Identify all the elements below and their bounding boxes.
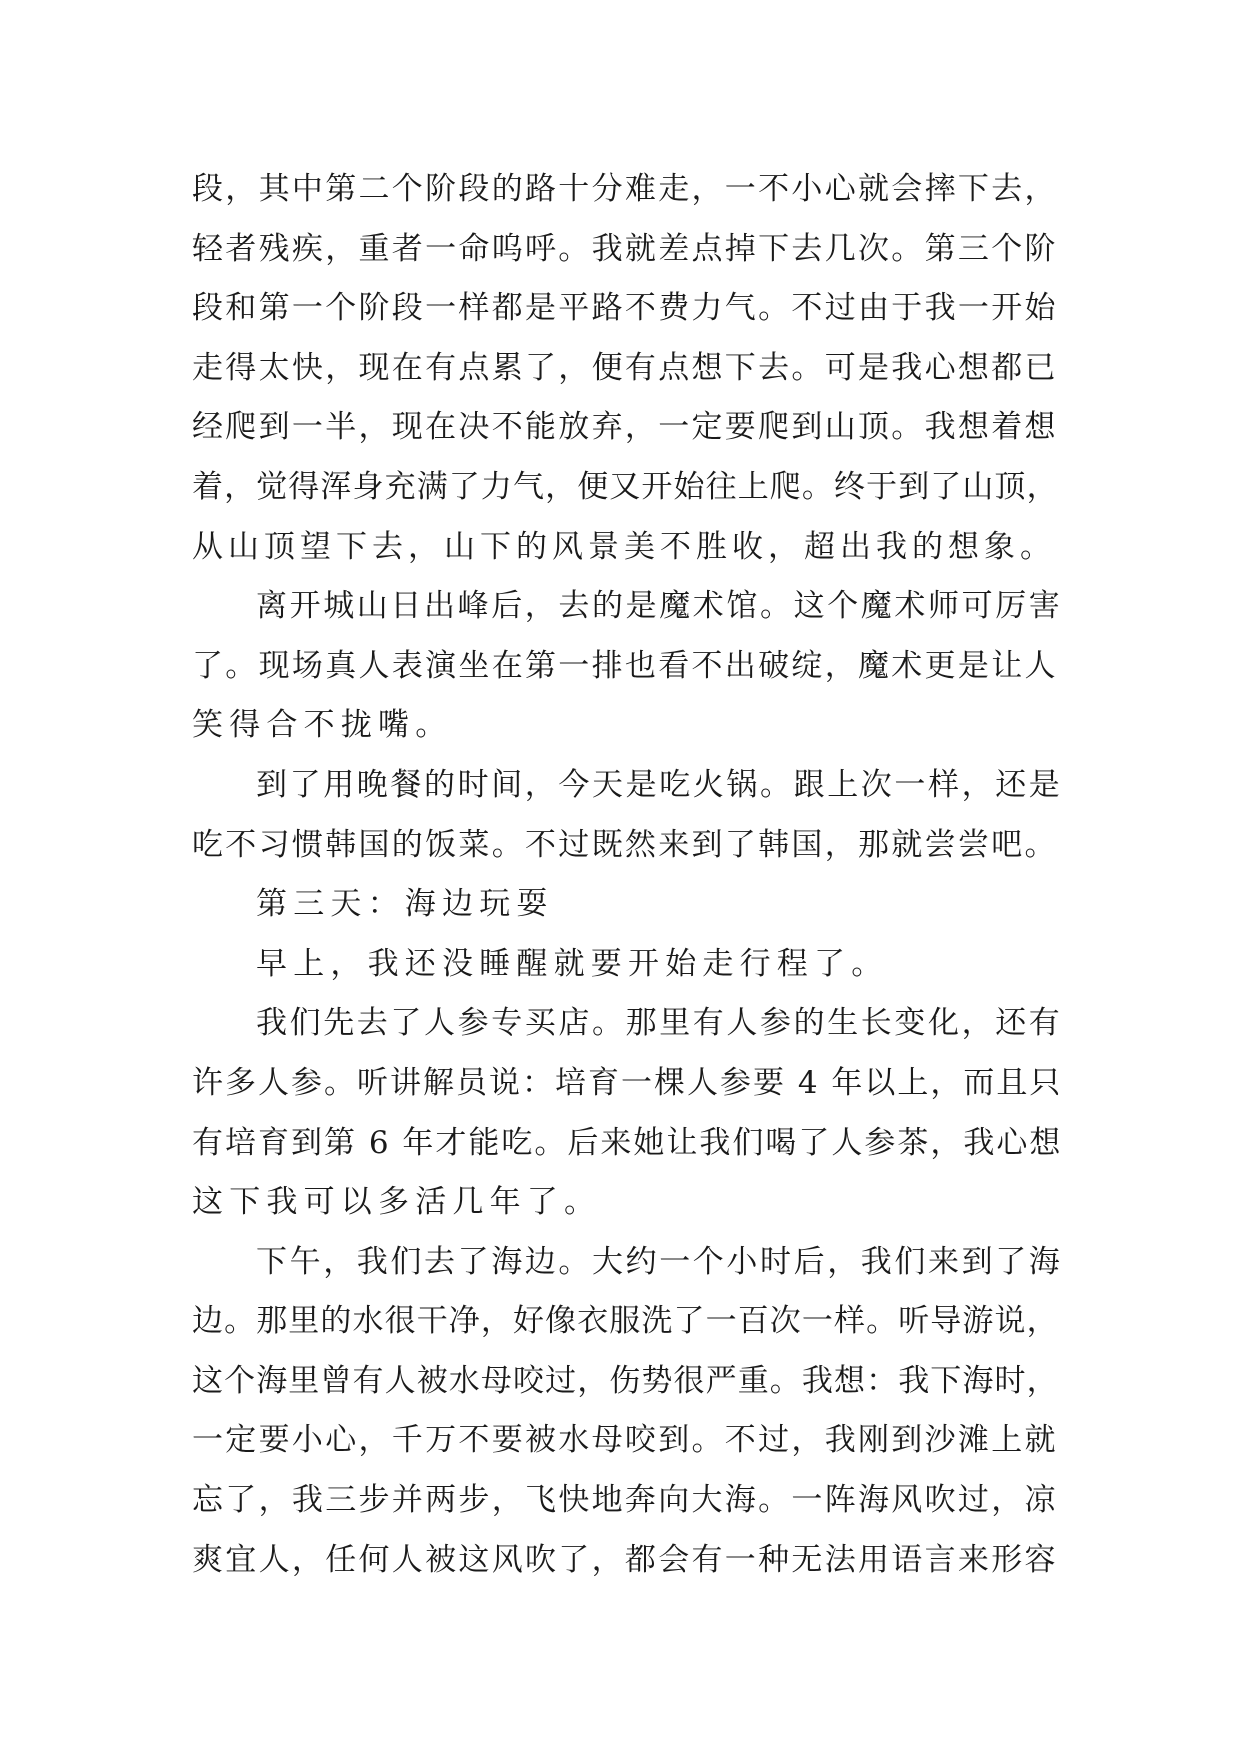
text-line: 轻者残疾，重者一命呜呼。我就差点掉下去几次。第三个阶 — [192, 230, 1058, 267]
text-line: 忘了，我三步并两步，飞快地奔向大海。一阵海风吹过，凉 — [192, 1482, 1058, 1519]
text-line: 走得太快，现在有点累了，便有点想下去。可是我心想都已 — [192, 349, 1058, 386]
text-line: 从山顶望下去，山下的风景美不胜收，超出我的想象。 — [192, 528, 1056, 565]
text-line: 笑得合不拢嘴。 — [192, 707, 453, 744]
paragraph-start-line: 我们先去了人参专买店。那里有人参的生长变化，还有 — [256, 1005, 1063, 1042]
text-line: 边。那里的水很干净，好像衣服洗了一百次一样。听导游说， — [192, 1303, 1059, 1340]
paragraph-start-line: 到了用晚餐的时间，今天是吃火锅。跟上次一样，还是 — [256, 766, 1063, 803]
text-line: 段和第一个阶段一样都是平路不费力气。不过由于我一开始 — [192, 290, 1058, 327]
paragraph-start-line: 下午，我们去了海边。大约一个小时后，我们来到了海 — [256, 1243, 1063, 1280]
text-line: 着，觉得浑身充满了力气，便又开始往上爬。终于到了山顶， — [192, 468, 1059, 505]
text-line: 这下我可以多活几年了。 — [192, 1184, 602, 1221]
text-line: 爽宜人，任何人被这风吹了，都会有一种无法用语言来形容 — [192, 1541, 1058, 1578]
text-line: 这个海里曾有人被水母咬过，伤势很严重。我想：我下海时， — [192, 1362, 1059, 1399]
text-line: 许多人参。听讲解员说：培育一棵人参要 4 年以上，而且只 — [192, 1064, 1063, 1101]
section-heading: 第三天：海边玩耍 — [256, 886, 554, 923]
document-body — [192, 160, 1062, 1590]
text-line: 吃不习惯韩国的饭菜。不过既然来到了韩国，那就尝尝吧。 — [192, 826, 1058, 863]
text-line: 经爬到一半，现在决不能放弃，一定要爬到山顶。我想着想 — [192, 409, 1058, 446]
text-line: 一定要小心，千万不要被水母咬到。不过，我刚到沙滩上就 — [192, 1422, 1058, 1459]
text-line: 有培育到第 6 年才能吃。后来她让我们喝了人参茶，我心想 — [192, 1124, 1063, 1161]
text-line: 段，其中第二个阶段的路十分难走，一不小心就会摔下去， — [192, 171, 1058, 207]
text-line: 了。现场真人表演坐在第一排也看不出破绽，魔术更是让人 — [192, 647, 1058, 684]
paragraph-start-line: 早上，我还没睡醒就要开始走行程了。 — [256, 945, 889, 982]
paragraph-start-line: 离开城山日出峰后，去的是魔术馆。这个魔术师可厉害 — [256, 588, 1063, 625]
